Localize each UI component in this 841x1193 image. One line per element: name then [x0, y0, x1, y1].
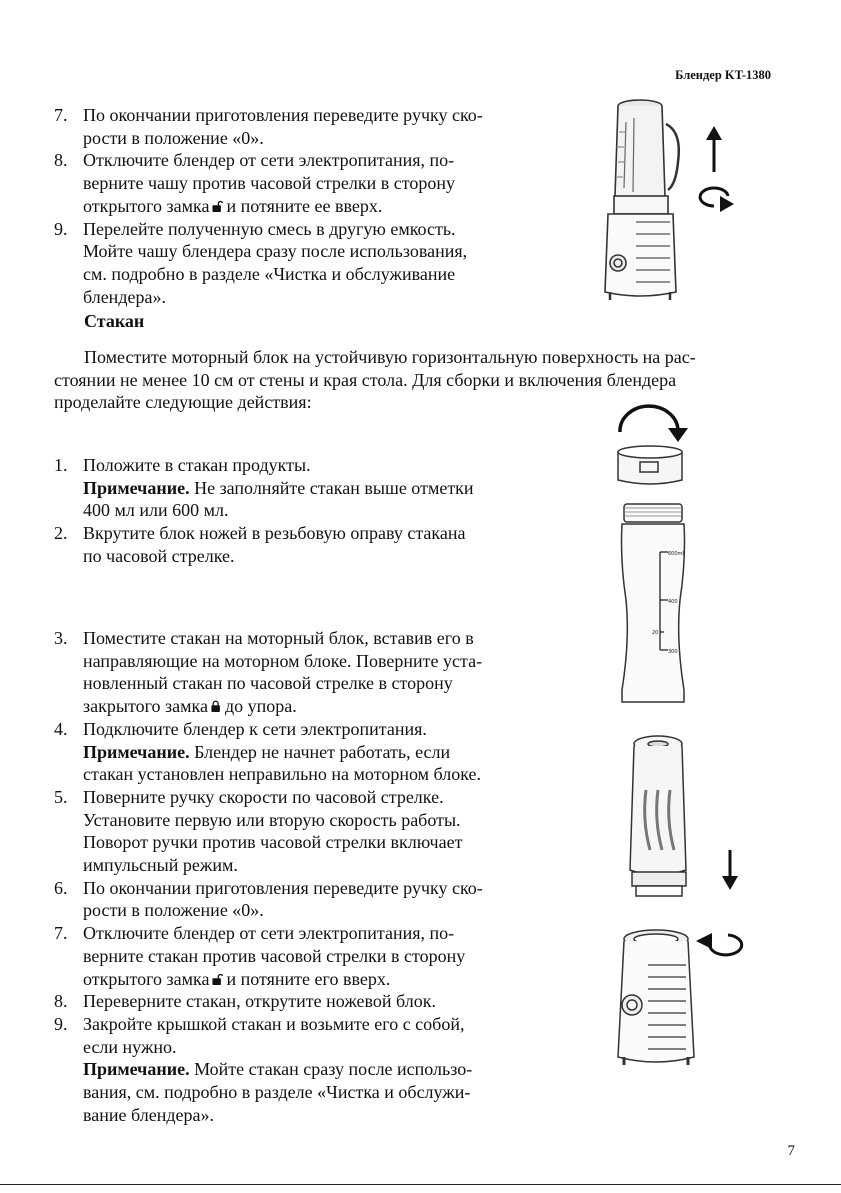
motor-base-figure — [604, 915, 754, 1075]
list-item: 9. Закройте крышкой стакан и возьмите его с собой, если нужно. Примечание. Мойте стакан сразу после использо- вания, см. подробно в разделе «Чистка и обслужи- вание блендера». — [54, 1013, 473, 1125]
steps-jug — [54, 104, 574, 308]
section-heading: Стакан — [84, 311, 145, 331]
list-item: 7. Отключите блендер от сети электропитания, по- верните стакан против часовой стрелки в сторону открытого замка и потяните его вверх. — [54, 923, 466, 989]
steps-cup-part2 — [54, 627, 574, 1126]
blade-unit-figure — [604, 392, 704, 492]
intro-paragraph: Поместите моторный блок на устойчивую горизонтальную поверхность на рас- стоянии не менее 10 см от стены и края стола. Для сборки и включения блендера проделайте следующие действия: — [54, 347, 696, 413]
list-item: 8. Отключите блендер от сети электропитания, по- верните чашу против часовой стрелки в сторону открытого замка и потяните ее вверх. — [54, 150, 456, 216]
locked-padlock-icon — [211, 700, 222, 713]
cup-bottle-figure — [610, 500, 700, 710]
bottle-mark-20: 20 — [652, 630, 659, 636]
bottle-mark-400: 400 — [668, 599, 678, 605]
page-number: 7 — [787, 1143, 795, 1159]
list-item: 9. Перелейте полученную смесь в другую емкость. Мойте чашу блендера сразу после использования, см. подробно в разделе «Чистка и обслуживание блендера». — [54, 218, 468, 307]
list-item: 4. Подключите блендер к сети электропитания. Примечание. Блендер не начнет работать, если стакан установлен неправильно на моторном блоке. — [54, 718, 481, 785]
counterclockwise-arrow-icon — [710, 935, 742, 955]
list-item: 5. Поверните ручку скорости по часовой стрелке. Установите первую или вторую скорость работы. Поворот ручки против часовой стрелки включает импульсный режим. — [54, 786, 463, 876]
list-item: 8. Переверните стакан, открутите ножевой блок. — [54, 991, 436, 1012]
list-item: 2. Вкрутите блок ножей в резьбовую оправу стакана по часовой стрелке. — [54, 523, 466, 566]
steps-cup-part1 — [54, 454, 574, 568]
list-item: 1. Положите в стакан продукты. Примечание. Не заполняйте стакан выше отметки 400 мл или 600 мл. — [54, 455, 474, 521]
blender-jug-removal-figure — [596, 92, 746, 312]
list-item: 6. По окончании приготовления переведите ручку ско- рости в положение «0». — [54, 877, 483, 921]
running-header: Блендер KT-1380 — [675, 68, 771, 82]
list-item: 7. По окончании приготовления переведите ручку ско- рости в положение «0». — [54, 105, 483, 148]
bottom-rule — [0, 1184, 841, 1185]
bottle-mark-600: 600ml — [668, 551, 684, 557]
bottle-mark-300: 300 — [668, 649, 678, 655]
list-item: 3. Поместите стакан на моторный блок, вставив его в направляющие на моторном блоке. Поверните уста- новленный стакан по часовой стрелке в сторону закрытого замка до упора. — [54, 628, 483, 717]
unlocked-padlock-icon — [212, 200, 223, 213]
cup-install-figure — [618, 730, 748, 912]
unlocked-padlock-icon — [212, 973, 223, 986]
